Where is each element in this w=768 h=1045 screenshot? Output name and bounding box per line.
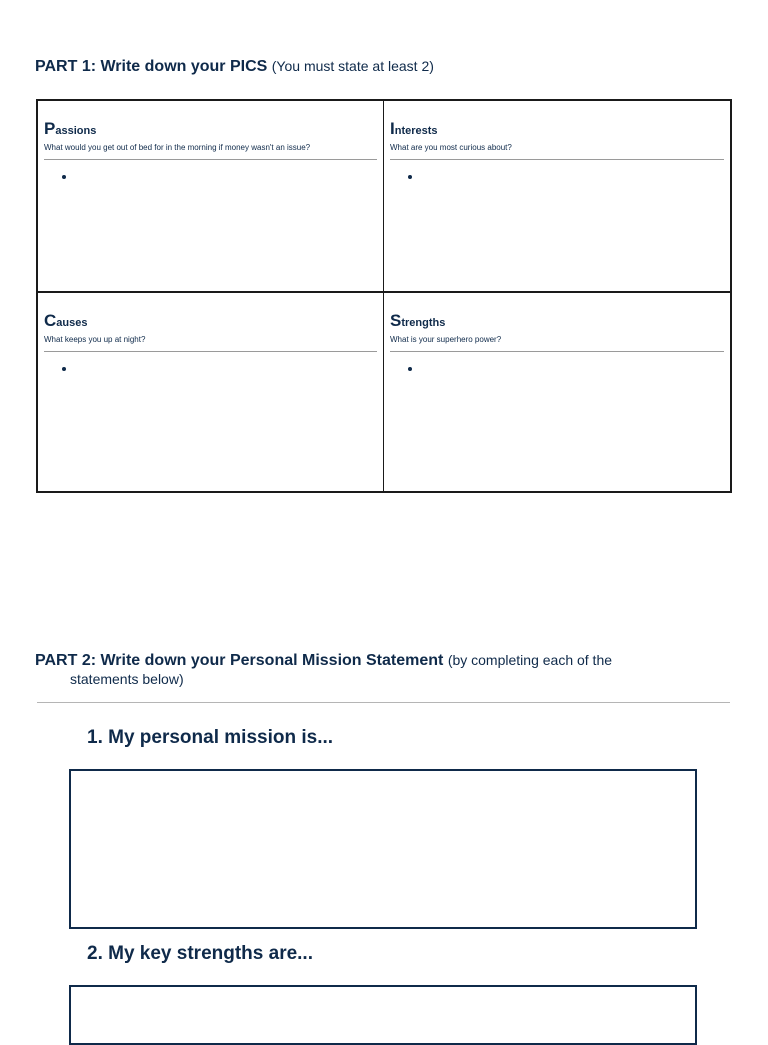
pics-cell-title-rest: nterests <box>394 125 438 137</box>
pics-cell-question: What are you most curious about? <box>390 141 724 160</box>
part2-heading-note-continued: statements below) <box>70 671 184 687</box>
pics-cell-title <box>44 119 377 141</box>
pics-cell-title <box>390 311 724 333</box>
pics-cell-initial: C <box>44 311 57 330</box>
part2-heading <box>35 649 715 688</box>
pics-cell-initial: P <box>44 119 56 138</box>
pics-cell-title-rest: auses <box>56 317 88 329</box>
pics-cell-strengths[interactable] <box>384 293 730 491</box>
answer-box-mission[interactable] <box>69 769 697 929</box>
statement-heading-strengths: 2. My key strengths are... <box>87 943 313 964</box>
pics-grid <box>36 99 732 493</box>
part1-heading-note: (You must state at least 2) <box>271 58 434 74</box>
part2-heading-note: (by completing each of the <box>447 652 613 668</box>
bullet-point <box>408 175 412 179</box>
pics-cell-title-rest: trengths <box>401 317 446 329</box>
pics-cell-title-rest: assions <box>55 125 97 137</box>
bullet-point <box>62 367 66 371</box>
statement-heading-mission: 1. My personal mission is... <box>87 727 334 748</box>
section-divider <box>37 702 730 703</box>
pics-cell-initial: I <box>390 119 395 138</box>
part2-heading-title: PART 2: Write down your Personal Mission Statement <box>35 652 444 669</box>
part1-heading <box>35 55 434 78</box>
pics-cell-title <box>44 311 377 333</box>
pics-cell-interests[interactable] <box>384 101 730 293</box>
part1-heading-title: PART 1: Write down your PICS <box>35 58 268 75</box>
pics-cell-question: What is your superhero power? <box>390 333 724 352</box>
pics-cell-initial: S <box>390 311 402 330</box>
bullet-point <box>408 367 412 371</box>
pics-cell-question: What keeps you up at night? <box>44 333 377 352</box>
pics-cell-title <box>390 119 724 141</box>
bullet-point <box>62 175 66 179</box>
answer-box-strengths[interactable] <box>69 985 697 1045</box>
pics-cell-causes[interactable] <box>38 293 384 491</box>
pics-cell-question: What would you get out of bed for in the morning if money wasn't an issue? <box>44 141 377 160</box>
pics-cell-passions[interactable] <box>38 101 384 293</box>
